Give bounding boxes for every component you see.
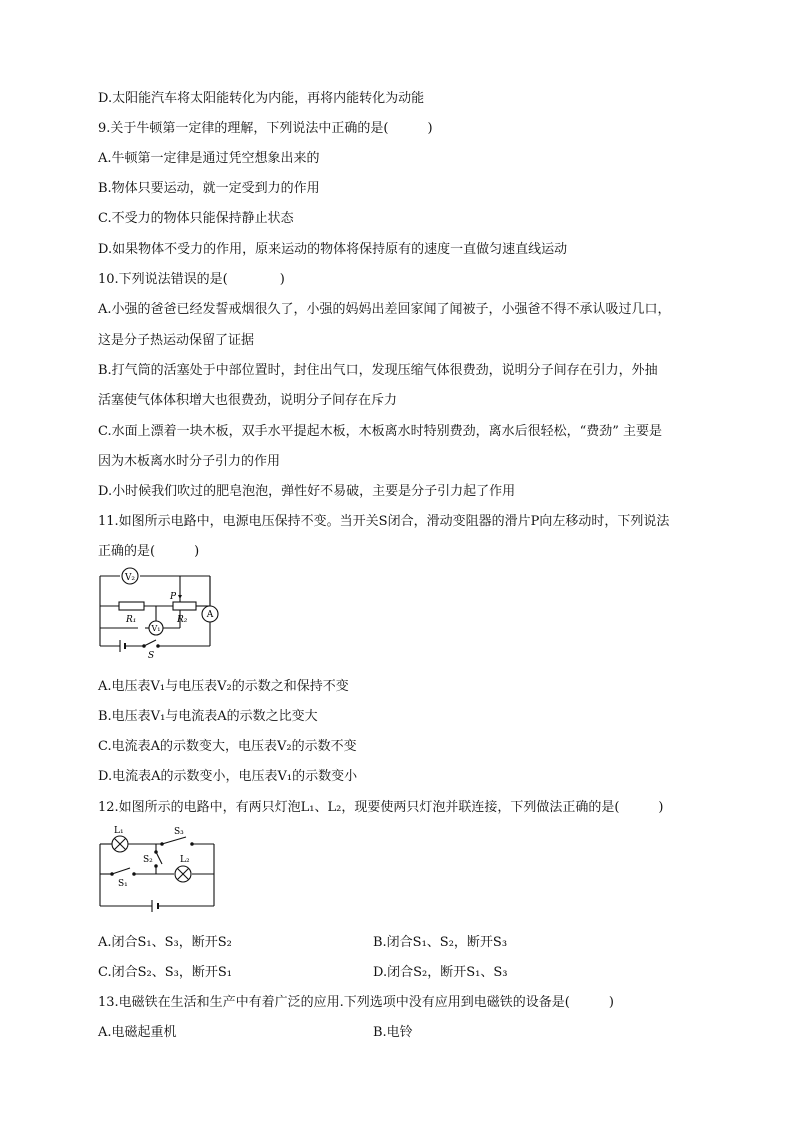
q11-circuit-diagram bbox=[96, 566, 226, 662]
q12-s2-switch-icon bbox=[155, 851, 162, 867]
q11-option-c: C.电流表A的示数变大，电压表V₂的示数不变 bbox=[98, 739, 357, 754]
q12-l1-lamp-icon bbox=[112, 836, 128, 852]
q12-s3-switch-icon bbox=[161, 837, 193, 845]
q11-p-label: P bbox=[170, 592, 177, 602]
q11-slider-arrow-icon bbox=[178, 595, 182, 599]
q11-s-label: S bbox=[148, 651, 155, 661]
q11-r1-label: R₁ bbox=[126, 615, 137, 625]
q11-r2-rheostat-icon bbox=[173, 602, 196, 610]
q10-option-a-line1: A.小强的爸爸已经发誓戒烟很久了，小强的妈妈出差回家闻了闻被子，小强爸不得不承认吸过几口， bbox=[98, 302, 671, 317]
q12-circuit-diagram bbox=[96, 822, 226, 914]
q9-option-d: D.如果物体不受力的作用，原来运动的物体将保持原有的速度一直做匀速直线运动 bbox=[98, 242, 568, 257]
q11-option-d: D.电流表A的示数变小，电压表V₁的示数变小 bbox=[98, 769, 358, 784]
q11-stem-line2: 正确的是( ) bbox=[98, 544, 200, 559]
q12-l2-label: L₂ bbox=[180, 855, 190, 865]
q11-option-b: B.电压表V₁与电流表A的示数之比变大 bbox=[98, 709, 318, 724]
q12-l2-lamp-icon bbox=[175, 866, 191, 882]
q10-option-b-line2: 活塞使气体体积增大也很费劲，说明分子间存在斥力 bbox=[98, 393, 398, 408]
q12-s1-switch-icon bbox=[111, 868, 135, 875]
q12-s3-label: S₃ bbox=[174, 827, 184, 837]
q12-s1-label: S₁ bbox=[118, 879, 128, 889]
q9-option-b: B.物体只要运动，就一定受到力的作用 bbox=[98, 181, 320, 196]
q12-option-a: A.闭合S₁、S₃，断开S₂ bbox=[98, 935, 232, 950]
q11-r2-label: R₂ bbox=[177, 615, 188, 625]
q13-option-b: B.电铃 bbox=[373, 1025, 413, 1040]
q11-option-a: A.电压表V₁与电压表V₂的示数之和保持不变 bbox=[98, 679, 349, 694]
q8-option-d: D.太阳能汽车将太阳能转化为内能，再将内能转化为动能 bbox=[98, 91, 425, 106]
q9-option-a: A.牛顿第一定律是通过凭空想象出来的 bbox=[98, 151, 320, 166]
q12-s2-label: S₂ bbox=[143, 855, 153, 865]
q9-option-c: C.不受力的物体只能保持静止状态 bbox=[98, 211, 294, 226]
q13-option-a: A.电磁起重机 bbox=[98, 1025, 177, 1040]
q10-stem: 10.下列说法错误的是( ) bbox=[98, 272, 285, 287]
q10-option-c-line1: C.水面上漂着一块木板，双手水平提起木板，木板离水时特别费劲，离水后很轻松，“费劲” 主要是 bbox=[98, 424, 663, 439]
q12-stem: 12.如图所示的电路中，有两只灯泡L₁、L₂，现要使两只灯泡并联连接，下列做法正确的是( ) bbox=[98, 800, 664, 815]
q11-v1-label: V₁ bbox=[151, 624, 161, 633]
q10-option-a-line2: 这是分子热运动保留了证据 bbox=[98, 333, 255, 348]
q11-battery-icon bbox=[120, 640, 125, 652]
q10-option-b-line1: B.打气筒的活塞处于中部位置时，封住出气口，发现压缩气体很费劲，说明分子间存在引力，外抽 bbox=[98, 363, 658, 378]
q12-option-d: D.闭合S₂，断开S₁、S₃ bbox=[373, 965, 508, 980]
q11-stem-line1: 11.如图所示电路中，电源电压保持不变。当开关S闭合，滑动变阻器的滑片P向左移动时，下列说法 bbox=[98, 514, 670, 529]
q12-l1-label: L₁ bbox=[114, 826, 124, 836]
q10-option-d: D.小时候我们吹过的肥皂泡泡，弹性好不易破，主要是分子引力起了作用 bbox=[98, 484, 516, 499]
q12-option-b: B.闭合S₁、S₂，断开S₃ bbox=[373, 935, 508, 950]
q13-stem: 13.电磁铁在生活和生产中有着广泛的应用.下列选项中没有应用到电磁铁的设备是( ) bbox=[98, 995, 614, 1010]
q12-option-c: C.闭合S₂、S₃，断开S₁ bbox=[98, 965, 232, 980]
q10-option-c-line2: 因为木板离水时分子引力的作用 bbox=[98, 454, 281, 469]
q9-stem: 9.关于牛顿第一定律的理解，下列说法中正确的是( ) bbox=[98, 121, 433, 136]
q11-r1-resistor-icon bbox=[119, 602, 144, 610]
q11-switch-icon bbox=[143, 640, 159, 647]
q11-a-label: A bbox=[206, 610, 214, 620]
q12-battery-icon bbox=[152, 900, 158, 912]
q11-v2-label: V₂ bbox=[124, 573, 136, 583]
